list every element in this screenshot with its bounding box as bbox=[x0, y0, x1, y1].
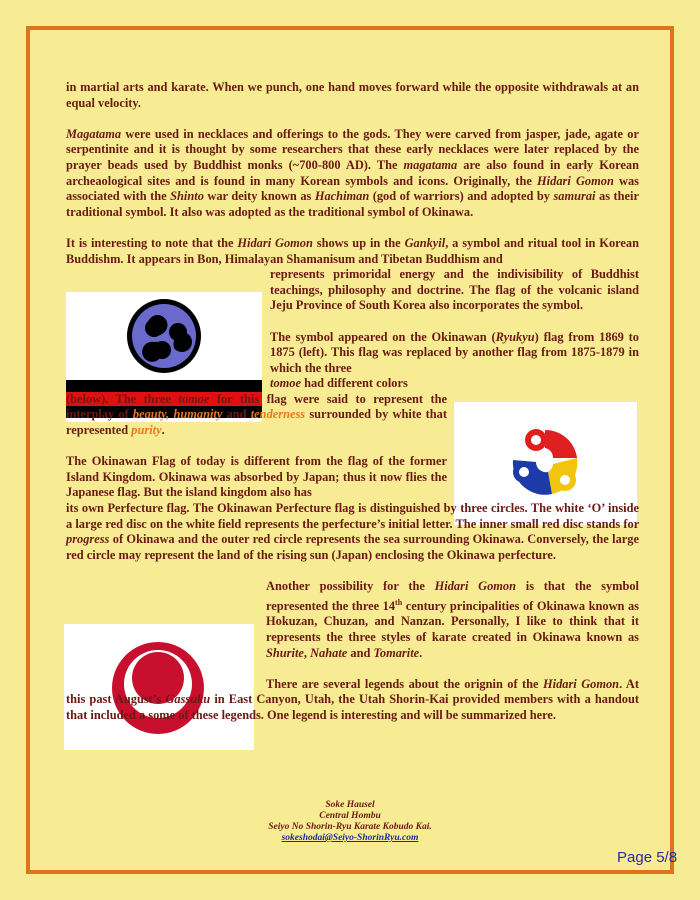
paragraph-1: in martial arts and karate. When we punch, one hand moves forward while the opposite withdrawals at an equal velocity. bbox=[66, 80, 639, 110]
paragraph-6: Another possibility for the Hidari Gomon is that the symbol represented the three 14th century principalities of Okinawa known as Hokuzan, Chuzan, and Nanzan. Personally, I like to think that it represents the three styles of karate created in Okinawa known as Shurite, Nahate and Tomarite. bbox=[266, 579, 639, 660]
paragraph-5: The Okinawan Flag of today is different from the flag of the former Island Kingdom. Okinawa was absorbed by Japan; thus it now flies the Japanese flag. But the island kingdom also has bbox=[66, 454, 447, 500]
paragraph-7: There are several legends about the orignin of the Hidari Gomon. At this past August’s Gassuku in East Canyon, Utah, the Utah Shorin-Kai provided members with a handout that included a some of these legends. One legend is interesting and will be summarized here. bbox=[66, 676, 640, 722]
paragraph-4-continued: (below). The three tomoe for this flag were said to represent the interplay of beauty, humanity and tenderness surrounded by white that represented purity. bbox=[66, 391, 448, 438]
article-body bbox=[66, 80, 639, 739]
page-number: Page 5/8 bbox=[617, 849, 678, 866]
paragraph-5-continued: its own Perfecture flag. The Okinawan Perfecture flag is distinguished by three circles. The white ‘O’ inside a large red disc on the white field represents the perfecture’s initial letter. The inner small red disc stands for progress of Okinawa and the outer red circle represents the sea surrounding Okinawa. Conversely, the large red circle may represent the land of the rising sun (Japan) enclosing the Okinawa perfecture. bbox=[66, 501, 639, 562]
signature-org: Seiyo No Shorin-Ryu Karate Kobudo Kai. bbox=[268, 822, 432, 832]
paragraph-4-tomoe-line: tomoe had different colors bbox=[270, 376, 408, 391]
signature-name: Soke Hausel bbox=[325, 800, 375, 810]
signature-block bbox=[200, 800, 500, 844]
paragraph-3-continued: represents primoridal energy and the indivisibility of Buddhist teachings, philosophy and doctrine. The flag of the volcanic island Jeju Province of South Korea also incorporates the symbol. bbox=[270, 267, 639, 313]
signature-email-link[interactable]: sokeshodai@Seiyo-ShorinRyu.com bbox=[281, 833, 419, 843]
paragraph-2: Magatama were used in necklaces and offerings to the gods. They were carved from jasper, jade, agate or serpentinite and it is thought by some researchers that these early necklaces were later replaced by the prayer beads used by Buddhist monks (~700-800 AD). The magatama are also found in early Korean archeaological sites and is found in many Korean symbols and icons. Originally, the Hidari Gomon was associated with the Shinto war deity known as Hachiman (god of warriors) and adopted by samurai as their traditional symbol. It also was adopted as the traditional symbol of Okinawa. bbox=[66, 126, 639, 219]
signature-title: Central Hombu bbox=[319, 811, 381, 821]
paragraph-3: It is interesting to note that the Hidari Gomon shows up in the Gankyil, a symbol and ritual tool in Korean Buddishm. It appears in Bon, Himalayan Shamanisum and Tibetan Buddhism and bbox=[66, 235, 639, 266]
paragraph-4: The symbol appeared on the Okinawan (Ryukyu) flag from 1869 to 1875 (left). This flag was replaced by another flag from 1875-1879 in which the three bbox=[270, 329, 639, 375]
